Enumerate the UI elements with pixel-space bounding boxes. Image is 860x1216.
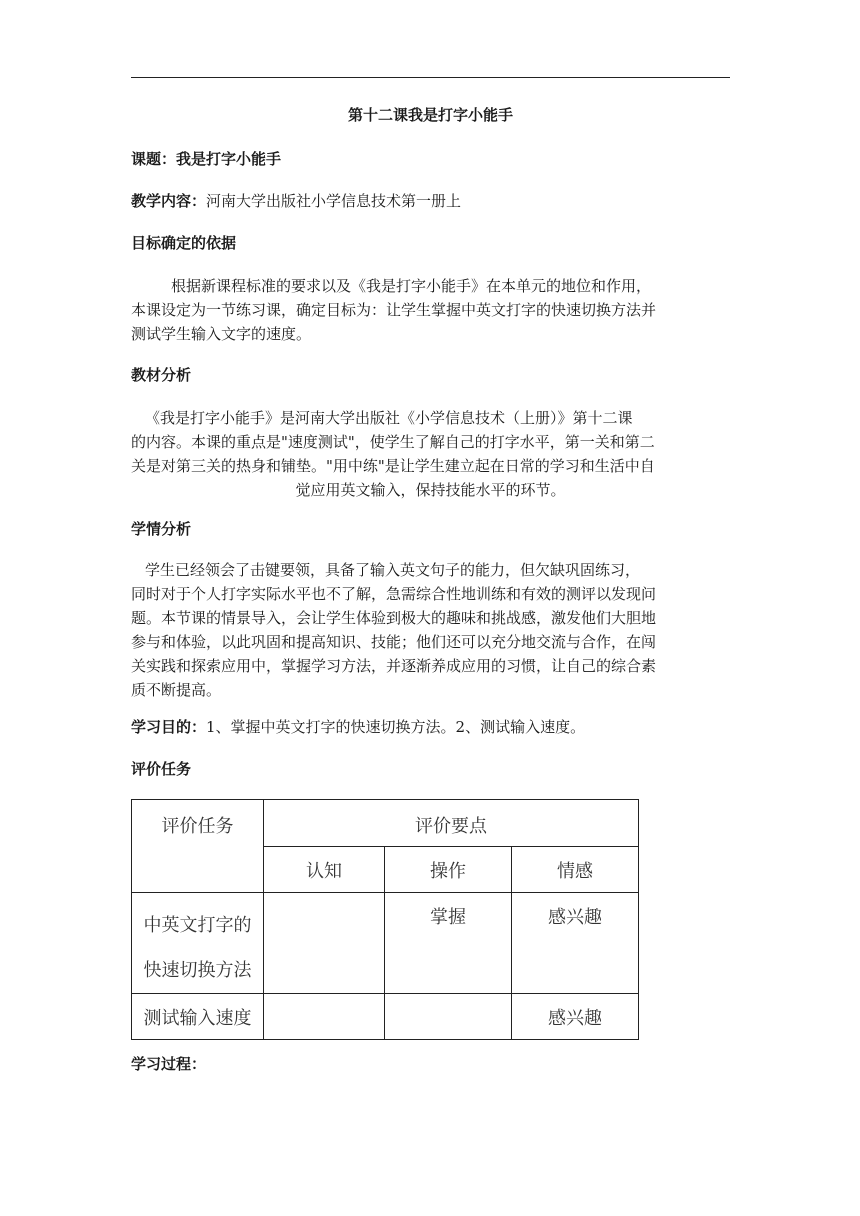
- row-2-emotion-cell: 感兴趣: [512, 994, 639, 1040]
- students-line-1: 学生已经领会了击键要领，具备了输入英文句子的能力，但欠缺巩固练习，: [145, 561, 641, 579]
- basis-heading: 目标确定的依据: [131, 234, 237, 252]
- students-line-6: 质不断提高。: [131, 681, 222, 699]
- material-heading: 教材分析: [131, 366, 192, 384]
- evaluation-table: [131, 799, 639, 1040]
- students-paragraph: [131, 558, 730, 702]
- row-1-task-line-1: 中英文打字的: [143, 915, 252, 936]
- table-header-row: [132, 800, 639, 847]
- material-line-4: 觉应用英文输入，保持技能水平的环节。: [295, 481, 566, 499]
- basis-line-1: 根据新课程标准的要求以及《我是打字小能手》在本单元的地位和作用，: [171, 277, 652, 295]
- evaluation-heading: 评价任务: [131, 760, 192, 778]
- header-rule: [131, 77, 730, 78]
- subheader-emotion: 情感: [512, 847, 639, 893]
- subheader-cognition: 认知: [264, 847, 385, 893]
- topic-label: 课题：: [131, 150, 177, 168]
- process-heading: 学习过程：: [131, 1055, 207, 1073]
- row-1-emotion-cell: 感兴趣: [512, 893, 639, 994]
- goal-line: [131, 716, 585, 738]
- row-2-cognition-cell: [264, 994, 385, 1040]
- material-line-1: 《我是打字小能手》是河南大学出版社《小学信息技术（上册）》第十二课: [145, 409, 633, 427]
- row-1-cognition-cell: [264, 893, 385, 994]
- material-paragraph: [131, 406, 730, 502]
- basis-paragraph: [131, 274, 730, 346]
- students-line-2: 同时对于个人打字实际水平也不了解，急需综合性地训练和有效的测评以发现问: [131, 585, 657, 603]
- material-line-3: 关是对第三关的热身和铺垫。"用中练"是让学生建立起在日常的学习和生活中自: [131, 457, 655, 475]
- task-header-cell: 评价任务: [132, 800, 264, 893]
- basis-line-2: 本课设定为一节练习课，确定目标为：让学生掌握中英文打字的快速切换方法并: [131, 301, 657, 319]
- page-title: 第十二课我是打字小能手: [347, 106, 513, 124]
- points-header-cell: 评价要点: [264, 800, 639, 847]
- subheader-operation: 操作: [385, 847, 512, 893]
- students-line-3: 题。本节课的情景导入，会让学生体验到极大的趣味和挑战感，激发他们大胆地: [131, 609, 657, 627]
- row-2-task-cell: 测试输入速度: [132, 994, 264, 1040]
- topic-value: 我是打字小能手: [176, 150, 282, 168]
- table-row: [132, 893, 639, 994]
- topic-line: [131, 148, 281, 170]
- table-row: [132, 994, 639, 1040]
- students-line-4: 参与和体验，以此巩固和提高知识、技能；他们还可以充分地交流与合作，在闯: [131, 633, 657, 651]
- goal-label: 学习目的：: [131, 718, 207, 736]
- students-line-5: 关实践和探索应用中，掌握学习方法，并逐渐养成应用的习惯，让自己的综合素: [131, 657, 657, 675]
- content-label: 教学内容：: [131, 192, 207, 210]
- row-1-task-cell: [132, 893, 264, 994]
- content-line: [131, 190, 461, 212]
- goal-value: 1、掌握中英文打字的快速切换方法。2、测试输入速度。: [206, 718, 586, 736]
- material-line-2: 的内容。本课的重点是"速度测试"，使学生了解自己的打字水平，第一关和第二: [131, 433, 655, 451]
- content-value: 河南大学出版社小学信息技术第一册上: [206, 192, 462, 210]
- row-1-operation-cell: 掌握: [385, 893, 512, 994]
- row-1-task-line-2: 快速切换方法: [143, 960, 252, 981]
- basis-line-3: 测试学生输入文字的速度。: [131, 325, 312, 343]
- students-heading: 学情分析: [131, 520, 192, 538]
- row-2-operation-cell: [385, 994, 512, 1040]
